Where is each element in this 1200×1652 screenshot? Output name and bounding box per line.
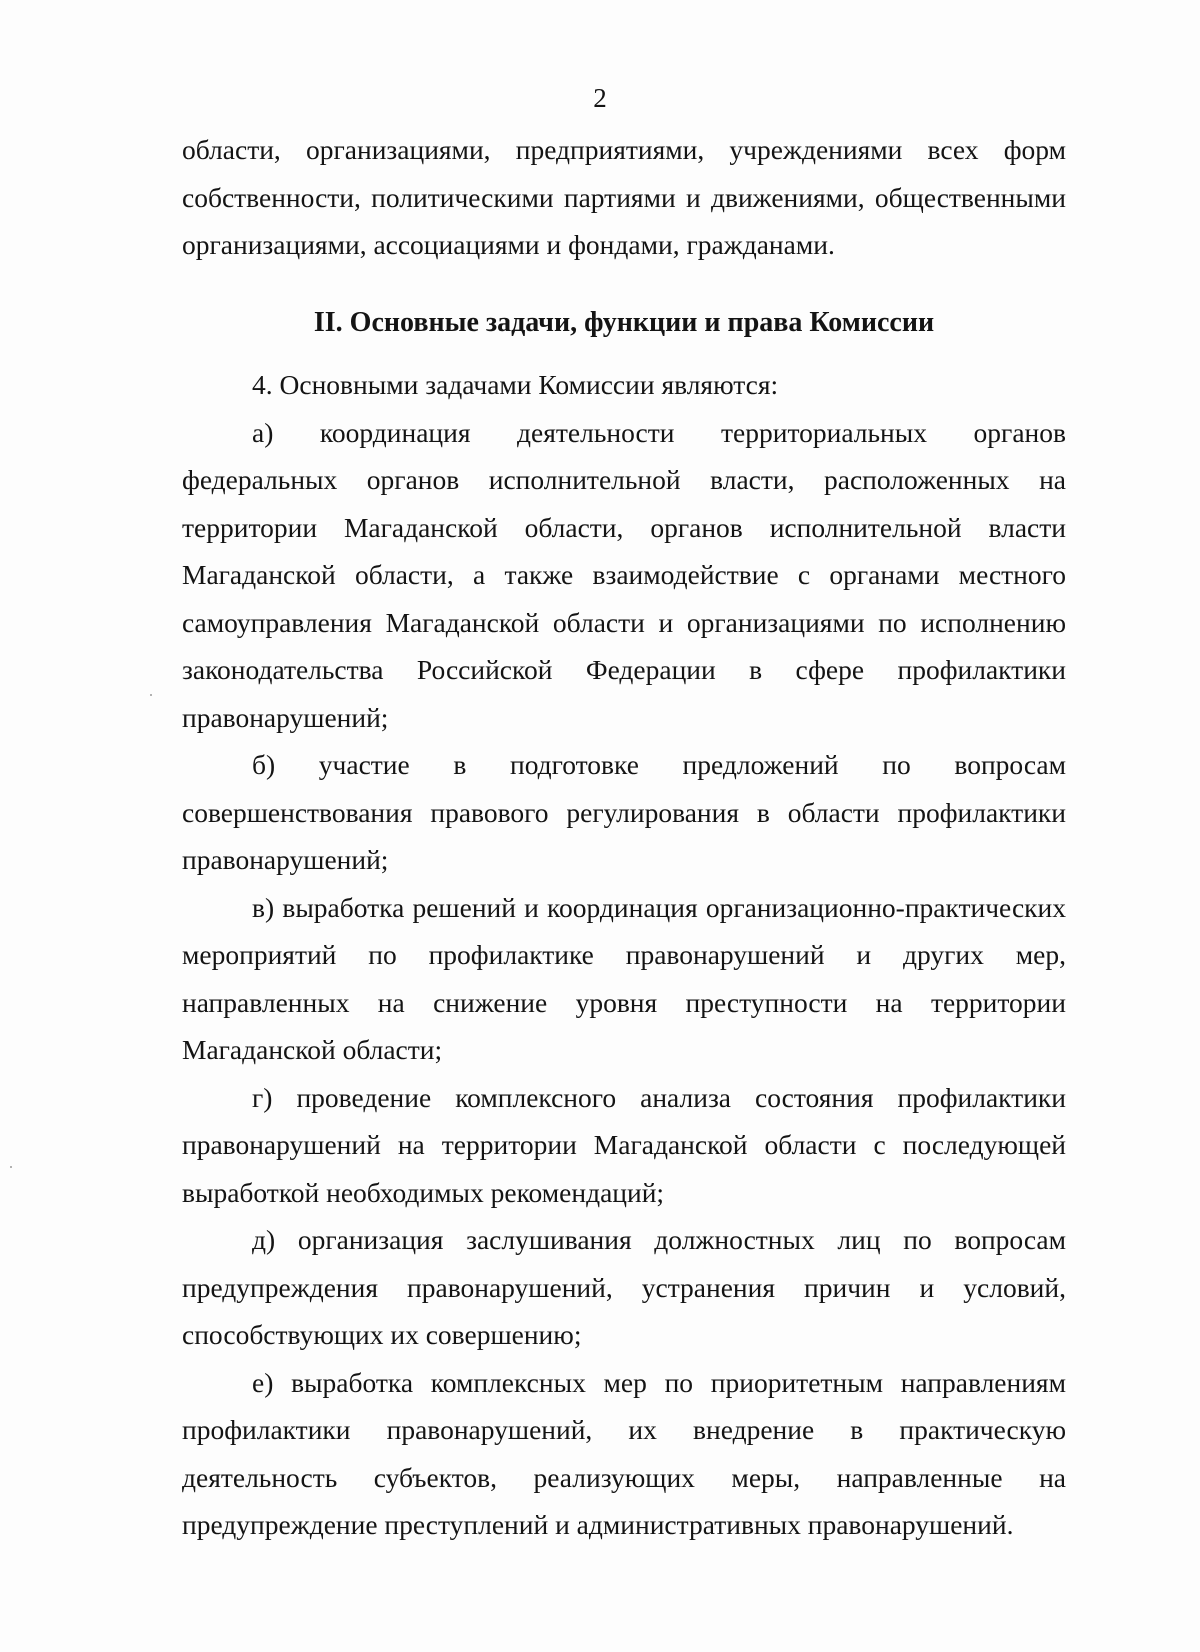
intro-paragraph-block — [182, 126, 1066, 269]
page-number: 2 — [593, 83, 607, 113]
scan-speck — [150, 694, 152, 696]
intro-paragraph: области, организациями, предприятиями, учреждениями всех форм собственности, политическими партиями и движениями, общественными организациями, ассоциациями и фондами, гражданами. — [182, 134, 1066, 260]
subitem-e: е) выработка комплексных мер по приоритетным направлениям профилактики правонарушений, их внедрение в практическую деятельность субъектов, реализующих меры, направленные на предупреждение преступлений и административных правонарушений. — [182, 1366, 1066, 1540]
subitem-b: б) участие в подготовке предложений по вопросам совершенствования правового регулирования в области профилактики правонарушений; — [182, 749, 1066, 875]
subitem-g: г) проведение комплексного анализа состояния профилактики правонарушений на территории Магаданской области с последующей выработкой необходимых рекомендаций; — [182, 1081, 1066, 1208]
scan-speck — [10, 1166, 12, 1168]
subitem-v: в) выработка решений и координация организационно-практических мероприятий по профилактике правонарушений и других мер, направленных на снижение уровня преступности на территории Магаданской области; — [182, 891, 1066, 1065]
item-4-text: 4. Основными задачами Комиссии являются: — [252, 369, 779, 400]
section-body — [182, 361, 1066, 1549]
section-heading: II. Основные задачи, функции и права Комиссии — [313, 307, 935, 338]
subitem-d: д) организация заслушивания должностных лиц по вопросам предупреждения правонарушений, устранения причин и условий, способствующих их совершению; — [182, 1224, 1066, 1350]
subitem-a: а) координация деятельности территориальных органов федеральных органов исполнительной власти, расположенных на территории Магаданской области, органов исполнительной власти Магаданской области, а также взаимодействие с органами местного самоуправления Магаданской области и организациями по исполнению законодательства Российской Федерации в сфере профилактики правонарушений; — [182, 416, 1066, 733]
